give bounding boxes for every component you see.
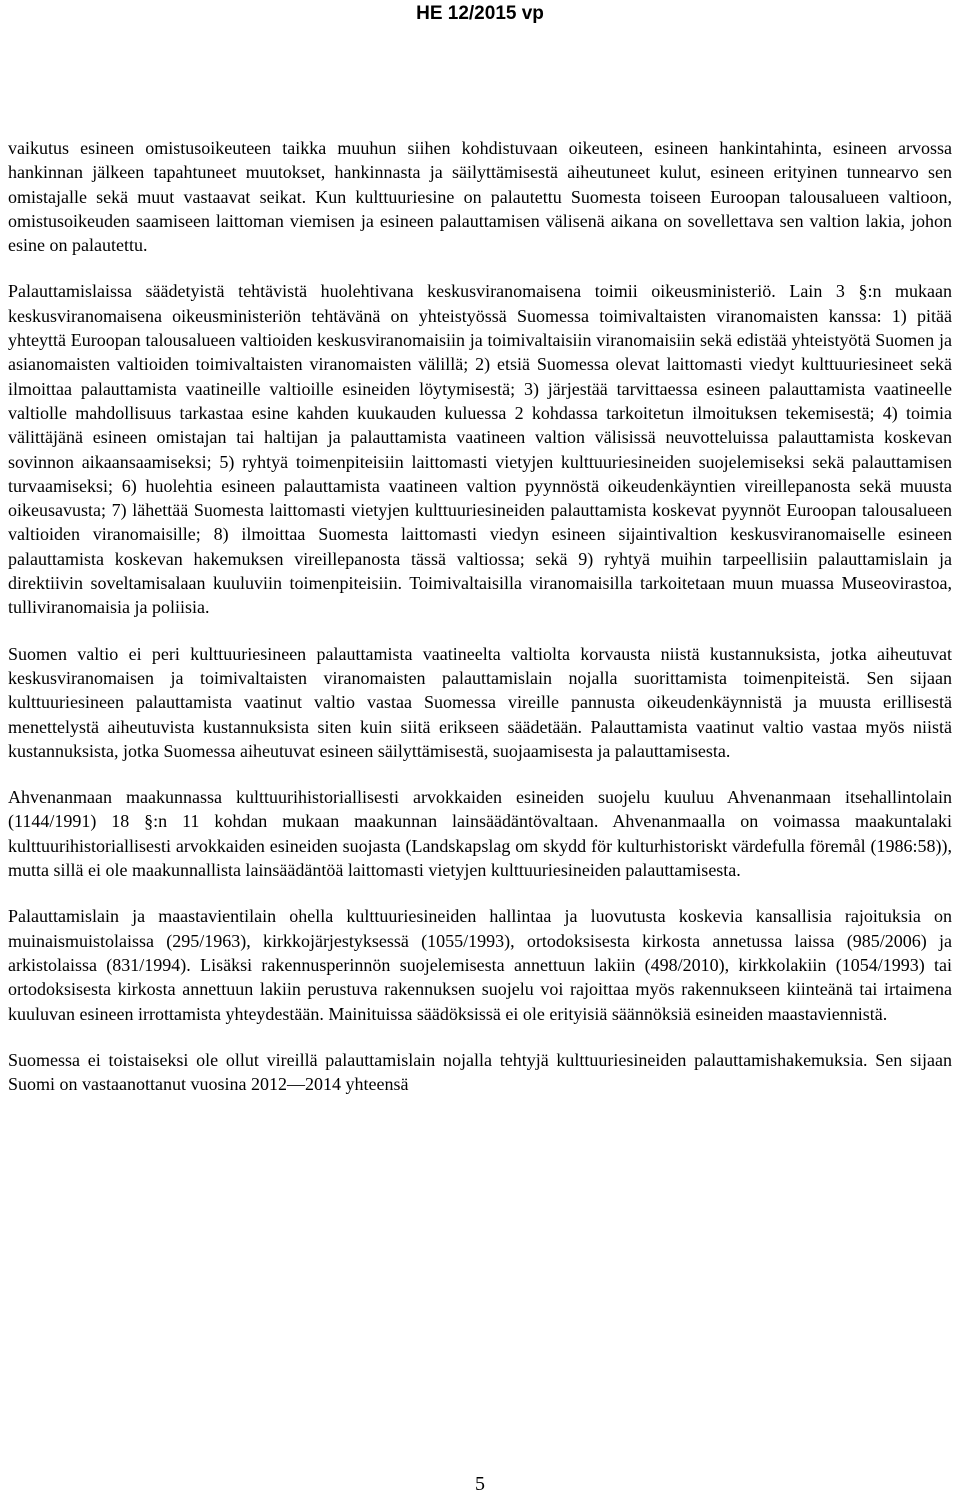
document-header: HE 12/2015 vp [416, 3, 544, 24]
paragraph: Suomessa ei toistaiseksi ole ollut vireillä palauttamislain nojalla tehtyjä kulttuuriesineiden palauttamishakemuksia. Sen sijaan Suomi on vastaanottanut vuosina 2012—2014 yhteensä [8, 1049, 952, 1095]
document-body [8, 136, 952, 1118]
paragraph: Palauttamislain ja maastavientilain ohella kulttuuriesineiden hallintaa ja luovutusta koskevia kansallisia rajoituksia on muinaismuistolaissa (295/1963), kirkkojärjestyksessä (1055/1993), ortodoksisesta kirkosta annetussa laissa (985/2006) ja arkistolaissa (831/1994). Lisäksi rakennusperinnön suojelemisesta annettuun lakiin (498/2010), kirkkolakiin (1054/1993) tai ortodoksisesta kirkosta annettuun lakiin perustuva rakennuksen suojelu voi rajoittaa myös rakennukseen kiinteänä tai irtaimena kuuluvan esineen irrottamista yhteydestään. Mainituissa säädöksissä ei ole erityisiä säännöksiä esineiden maastaviennistä. [8, 906, 952, 1024]
paragraph: Palauttamislaissa säädetyistä tehtävistä huolehtivana keskusviranomaisena toimii oikeusministeriö. Lain 3 §:n mukaan keskusviranomaisena oikeusministeriön tehtävänä on yhteistyössä Suomessa toimivaltaisten viranomaisten kanssa: 1) pitää yhteyttä Euroopan talousalueen valtioiden keskusviranomaisiin ja toimivaltaisiin viranomaisiin sekä edistää yhteistyötä Suomen ja asianomaisten valtioiden toimivaltaisten viranomaisten välillä; 2) etsiä Suomessa olevat laittomasti viedyt kulttuuriesineet sekä ilmoittaa palauttamista vaatineille valtioille esineiden löytymisestä; 3) järjestää tarvittaessa esineen palauttamista vaatineelle valtiolle mahdollisuus tarkastaa esine kahden kuukauden kuluessa 2 kohdassa tarkoitetun ilmoituksen tekemisestä; 4) toimia välittäjänä esineen omistajan tai haltijan ja palauttamista vaatineen valtion välisissä neuvotteluissa palauttamista koskevan sovinnon aikaansaamiseksi; 5) ryhtyä toimenpiteisiin laittomasti vietyjen kulttuuriesineiden suojelemiseksi sekä palauttamisen turvaamiseksi; 6) huolehtia esineen palauttamista vaatineen valtion pyynnöstä oikeudenkäyntien vireillepanosta sekä muusta oikeusavusta; 7) lähettää Suomesta laittomasti vietyjen kulttuuriesineiden palauttamista koskevat pyynnöt Euroopan talousalueen valtioiden viranomaisille; 8) ilmoittaa Suomesta laittomasti viedyn esineen sijaintivaltion keskusviranomaiselle esineen palauttamista koskevan hakemuksen vireillepanosta tässä valtiossa; sekä 9) ryhtyä muihin tarpeellisiin palauttamislain ja direktiivin soveltamisalaan kuuluviin toimenpiteisiin. Toimivaltaisilla viranomaisilla tarkoitetaan muun muassa Museovirastoa, tulliviranomaisia ja poliisia. [8, 281, 952, 618]
page-number: 5 [475, 1473, 485, 1495]
paragraph: vaikutus esineen omistusoikeuteen taikka muuhun siihen kohdistuvaan oikeuteen, esineen hankintahinta, esineen arvossa hankinnan jälkeen tapahtuneet muutokset, hankinnasta ja säilyttämisestä aiheutuneet kulut, esineen erityinen tunnearvo sen omistajalle sekä muut vastaavat seikat. Kun kulttuuriesine on palautettu Suomesta toiseen Euroopan talousalueen valtioon, omistusoikeuden saamiseen laittoman viemisen ja esineen palauttamisen välisenä aikana on sovellettava sen valtion lakia, johon esine on palautettu. [8, 138, 952, 256]
paragraph: Ahvenanmaan maakunnassa kulttuurihistoriallisesti arvokkaiden esineiden suojelu kuuluu Ahvenanmaan itsehallintolain (1144/1991) 18 §:n 11 kohdan mukaan maakunnan lainsäädäntövaltaan. Ahvenanmaalla on voimassa maakuntalaki kulttuurihistoriallisesti arvokkaiden esineiden suojasta (Landskapslag om skydd för kulturhistoriskt värdefulla föremål (1986:58)), mutta sillä ei ole maakunnallista lainsäädäntöä laittomasti vietyjen kulttuuriesineiden palauttamisesta. [8, 787, 952, 881]
paragraph: Suomen valtio ei peri kulttuuriesineen palauttamista vaatineelta valtiolta korvausta niistä kustannuksista, jotka aiheutuvat keskusviranomaisen ja toimivaltaisten viranomaisten palauttamislain nojalla suorittamista toimenpiteistä. Sen sijaan kulttuuriesineen palauttamista vaatinut valtio vastaa Suomessa vireille pannusta oikeudenkäynnistä ja muusta erillisestä menettelystä aiheutuvista kustannuksista siten kuin siitä erikseen säädetään. Palauttamista vaatinut valtio vastaa myös niistä kustannuksista, jotka Suomessa aiheutuvat esineen säilyttämisestä, suojaamisesta ja palauttamisesta. [8, 643, 952, 761]
